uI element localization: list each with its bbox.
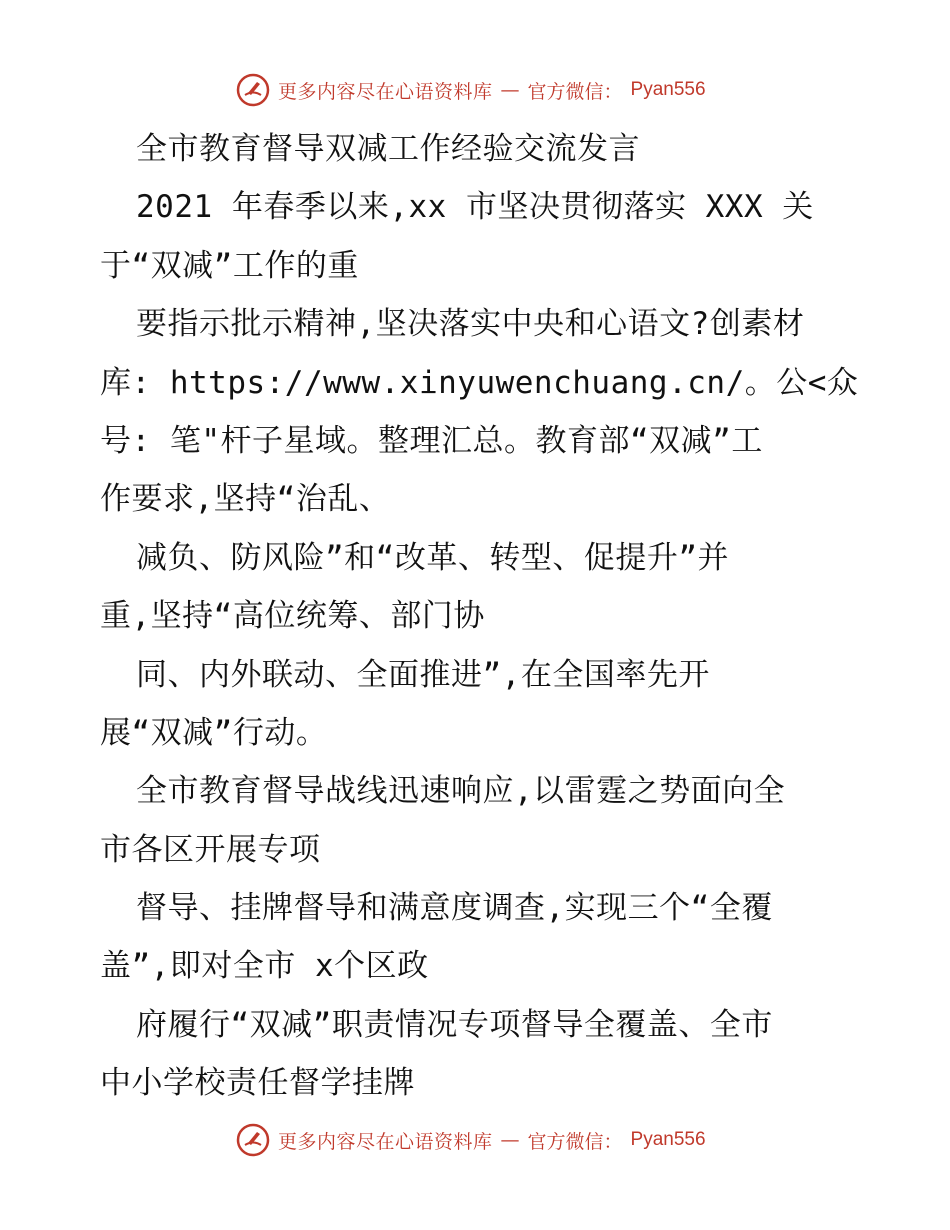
paragraph-line: 要指示批示精神,坚决落实中央和心语文?创素材 <box>136 306 805 343</box>
paragraph-line: 展“双减”行动。 <box>100 714 328 751</box>
paragraph-line: 于“双减”工作的重 <box>100 247 359 284</box>
book-pen-logo-icon <box>236 73 270 107</box>
paragraph-line: 盖”,即对全市 x个区政 <box>100 948 429 985</box>
paragraph-line: 督导、挂牌督导和满意度调查,实现三个“全覆 <box>136 890 773 927</box>
paragraph-line: 库: https://www.xinyuwenchuang.cn/。公<众 <box>100 364 859 401</box>
banner-wechat-label: 官方微信： <box>527 80 623 103</box>
paragraph-line: 市各区开展专项 <box>100 831 321 868</box>
header-banner <box>236 72 706 108</box>
banner-wechat-id: Pyan556 <box>630 1129 706 1150</box>
banner-title: 更多内容尽在心语资料库 <box>278 1130 493 1153</box>
paragraph-line: 全市教育督导战线迅速响应,以雷霆之势面向全 <box>136 773 786 810</box>
book-pen-logo-icon <box>236 1123 270 1157</box>
paragraph-line: 作要求,坚持“治乱、 <box>100 481 391 518</box>
paragraph-line: 同、内外联动、全面推进”,在全国率先开 <box>136 656 710 693</box>
document-body <box>100 120 860 1113</box>
paragraph-line: 重,坚持“高位统筹、部门协 <box>100 598 485 635</box>
banner-wechat-id: Pyan556 <box>630 79 706 100</box>
banner-dash: — <box>500 79 520 101</box>
banner-wechat-label: 官方微信： <box>527 1130 623 1153</box>
paragraph-line: 府履行“双减”职责情况专项督导全覆盖、全市 <box>136 1006 773 1043</box>
paragraph-line: 2021 年春季以来,xx 市坚决贯彻落实 XXX 关 <box>136 189 814 226</box>
banner-dash: — <box>500 1129 520 1151</box>
document-title: 全市教育督导双减工作经验交流发言 <box>136 131 640 167</box>
banner-title: 更多内容尽在心语资料库 <box>278 80 493 103</box>
footer-banner <box>236 1122 706 1158</box>
paragraph-line: 减负、防风险”和“改革、转型、促提升”并 <box>136 539 729 576</box>
paragraph-line: 中小学校责任督学挂牌 <box>100 1065 415 1102</box>
paragraph-line: 号: 笔"杆子星域。整理汇总。教育部“双减”工 <box>100 422 763 459</box>
